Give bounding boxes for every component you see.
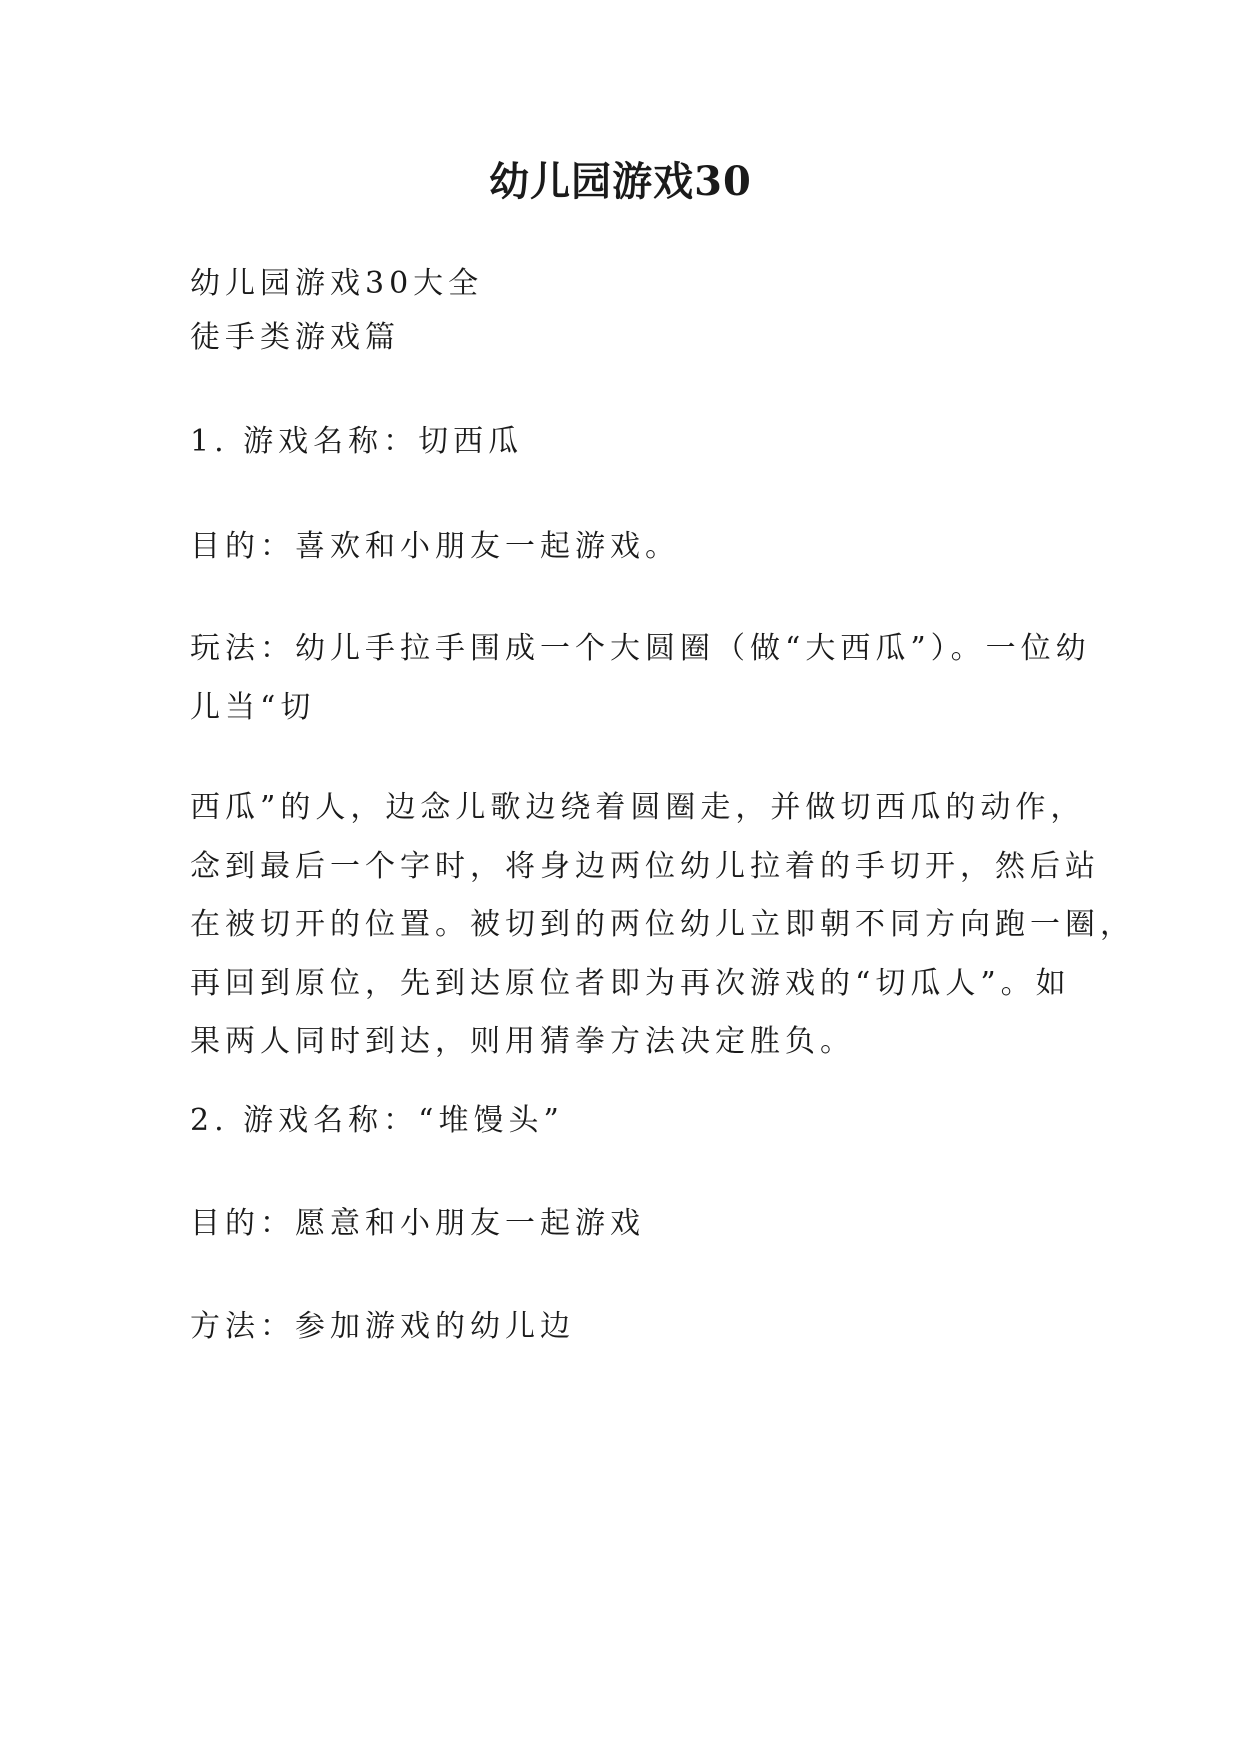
paragraph-line: 在被切开的位置。被切到的两位幼儿立即朝不同方向跑一圈， xyxy=(190,907,1135,942)
paragraph-line: 儿当“切 xyxy=(190,689,316,725)
section-heading: 徒手类游戏篇 xyxy=(190,320,400,355)
game1-detail-paragraph xyxy=(190,779,1135,1072)
game2-name: 2. 游戏名称：“堆馒头” xyxy=(190,1103,564,1138)
game1-purpose: 目的：喜欢和小朋友一起游戏。 xyxy=(190,529,680,564)
paragraph-line: 再回到原位，先到达原位者即为再次游戏的“切瓜人”。如 xyxy=(190,965,1071,1001)
game1-play-paragraph xyxy=(190,620,1091,737)
game1-name: 1. 游戏名称：切西瓜 xyxy=(190,424,524,459)
paragraph-line: 西瓜”的人，边念儿歌边绕着圆圈走，并做切西瓜的动作， xyxy=(190,790,1086,825)
game2-purpose: 目的：愿意和小朋友一起游戏 xyxy=(190,1206,645,1241)
paragraph-line: 玩法：幼儿手拉手围成一个大圆圈（做“大西瓜”）。一位幼 xyxy=(190,631,1091,666)
document-title: 幼儿园游戏30 xyxy=(489,158,752,205)
paragraph-line: 果两人同时到达，则用猜拳方法决定胜负。 xyxy=(190,1024,855,1059)
document-subtitle: 幼儿园游戏30大全 xyxy=(190,266,484,301)
paragraph-line: 念到最后一个字时，将身边两位幼儿拉着的手切开，然后站 xyxy=(190,848,1100,884)
game2-method: 方法：参加游戏的幼儿边 xyxy=(190,1309,575,1344)
